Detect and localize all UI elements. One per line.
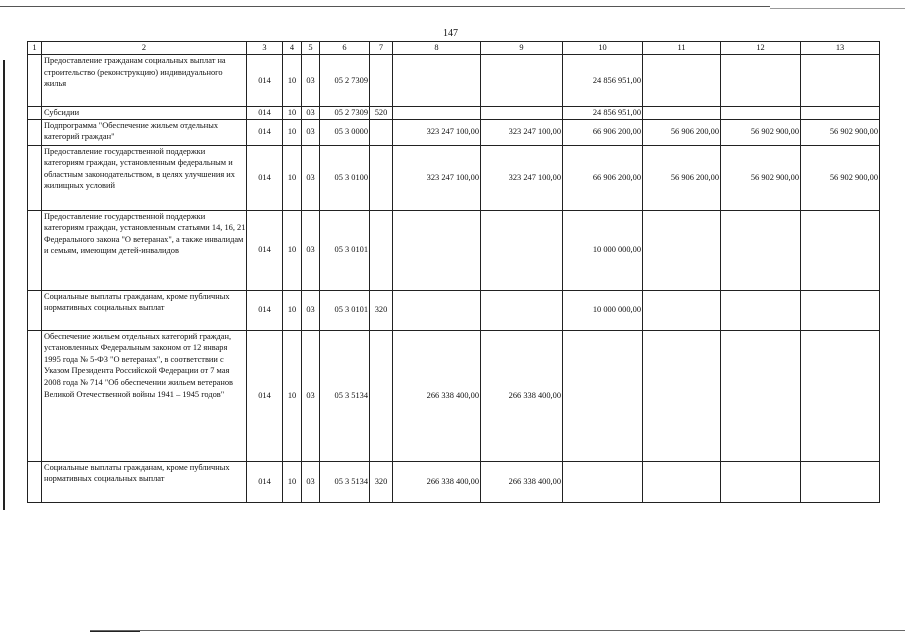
column-header: 12	[721, 42, 801, 55]
amount-cell: 266 338 400,00	[393, 461, 481, 502]
column-header: 13	[801, 42, 880, 55]
amount-cell	[481, 55, 563, 107]
scan-edge-top-right	[770, 8, 905, 9]
grbs-code-cell: 014	[247, 210, 283, 290]
row-name-cell: Подпрограмма "Обеспечение жильем отдельных категорий граждан"	[42, 119, 247, 145]
section-cell: 10	[283, 210, 302, 290]
expense-type-cell	[370, 145, 393, 210]
amount-cell: 266 338 400,00	[393, 330, 481, 461]
row-index-cell	[28, 210, 42, 290]
amount-cell: 266 338 400,00	[481, 461, 563, 502]
scan-edge-top	[0, 6, 770, 7]
table-row	[28, 119, 880, 145]
amount-cell	[643, 210, 721, 290]
row-name-cell: Обеспечение жильем отдельных категорий граждан, установленных Федеральным законом от 12 января 1995 года № 5-ФЗ "О ветеранах", в соответствии с Указом Президента Российской Федерации от 7 мая 2008 года № 714 "Об обеспечении жильем ветеранов Великой Отечественной войны 1941 – 1945 годов"	[42, 330, 247, 461]
target-article-cell: 05 3 0000	[320, 119, 370, 145]
target-article-cell: 05 2 7309	[320, 107, 370, 120]
subsection-cell: 03	[302, 290, 320, 330]
target-article-cell: 05 2 7309	[320, 55, 370, 107]
column-header: 8	[393, 42, 481, 55]
amount-cell: 56 902 900,00	[801, 145, 880, 210]
amount-cell	[721, 107, 801, 120]
amount-cell	[801, 107, 880, 120]
subsection-cell: 03	[302, 210, 320, 290]
amount-cell	[801, 330, 880, 461]
grbs-code-cell: 014	[247, 145, 283, 210]
page-number: 147	[443, 28, 458, 39]
expense-type-cell: 520	[370, 107, 393, 120]
budget-table	[27, 41, 880, 503]
subsection-cell: 03	[302, 55, 320, 107]
amount-cell	[801, 210, 880, 290]
expense-type-cell	[370, 210, 393, 290]
table-row	[28, 210, 880, 290]
amount-cell	[721, 210, 801, 290]
amount-cell	[643, 330, 721, 461]
amount-cell	[481, 290, 563, 330]
subsection-cell: 03	[302, 461, 320, 502]
row-name-cell: Предоставление гражданам социальных выплат на строительство (реконструкцию) индивидуального жилья	[42, 55, 247, 107]
amount-cell	[481, 210, 563, 290]
amount-cell: 24 856 951,00	[563, 107, 643, 120]
grbs-code-cell: 014	[247, 290, 283, 330]
row-name-cell: Субсидии	[42, 107, 247, 120]
column-header: 3	[247, 42, 283, 55]
row-index-cell	[28, 290, 42, 330]
table-row	[28, 290, 880, 330]
column-header: 1	[28, 42, 42, 55]
amount-cell: 56 906 200,00	[643, 119, 721, 145]
amount-cell	[393, 210, 481, 290]
row-name-cell: Социальные выплаты гражданам, кроме публичных нормативных социальных выплат	[42, 461, 247, 502]
scan-edge-bottom	[90, 630, 905, 631]
table-row	[28, 55, 880, 107]
target-article-cell: 05 3 0101	[320, 290, 370, 330]
section-cell: 10	[283, 461, 302, 502]
table-row	[28, 461, 880, 502]
amount-cell	[721, 290, 801, 330]
amount-cell: 66 906 200,00	[563, 145, 643, 210]
row-name-cell: Предоставление государственной поддержки категориям граждан, установленным федеральным и областным законодательством, в целях улучшения их жилищных условий	[42, 145, 247, 210]
amount-cell: 266 338 400,00	[481, 330, 563, 461]
scan-edge-left	[3, 60, 5, 510]
amount-cell	[393, 290, 481, 330]
amount-cell: 323 247 100,00	[481, 119, 563, 145]
amount-cell: 56 902 900,00	[721, 119, 801, 145]
column-header: 11	[643, 42, 721, 55]
target-article-cell: 05 3 0100	[320, 145, 370, 210]
grbs-code-cell: 014	[247, 461, 283, 502]
expense-type-cell	[370, 330, 393, 461]
amount-cell	[393, 107, 481, 120]
amount-cell	[643, 55, 721, 107]
amount-cell	[801, 55, 880, 107]
target-article-cell: 05 3 0101	[320, 210, 370, 290]
row-index-cell	[28, 461, 42, 502]
row-index-cell	[28, 145, 42, 210]
amount-cell: 56 906 200,00	[643, 145, 721, 210]
amount-cell: 24 856 951,00	[563, 55, 643, 107]
row-name-cell: Предоставление государственной поддержки категориям граждан, установленным статьями 14, 16, 21 Федерального закона "О ветеранах", а также инвалидам и семьям, имеющим детей-инвалидов	[42, 210, 247, 290]
column-header: 7	[370, 42, 393, 55]
amount-cell	[643, 290, 721, 330]
amount-cell: 56 902 900,00	[721, 145, 801, 210]
table-row	[28, 145, 880, 210]
subsection-cell: 03	[302, 330, 320, 461]
amount-cell	[721, 330, 801, 461]
target-article-cell: 05 3 5134	[320, 330, 370, 461]
row-index-cell	[28, 55, 42, 107]
amount-cell	[481, 107, 563, 120]
amount-cell: 56 902 900,00	[801, 119, 880, 145]
row-index-cell	[28, 330, 42, 461]
grbs-code-cell: 014	[247, 119, 283, 145]
expense-type-cell: 320	[370, 461, 393, 502]
section-cell: 10	[283, 145, 302, 210]
column-header: 2	[42, 42, 247, 55]
amount-cell	[393, 55, 481, 107]
amount-cell	[563, 461, 643, 502]
amount-cell	[721, 55, 801, 107]
row-index-cell	[28, 107, 42, 120]
grbs-code-cell: 014	[247, 107, 283, 120]
section-cell: 10	[283, 119, 302, 145]
amount-cell: 66 906 200,00	[563, 119, 643, 145]
target-article-cell: 05 3 5134	[320, 461, 370, 502]
subsection-cell: 03	[302, 119, 320, 145]
amount-cell	[563, 330, 643, 461]
amount-cell: 323 247 100,00	[393, 145, 481, 210]
amount-cell: 323 247 100,00	[393, 119, 481, 145]
subsection-cell: 03	[302, 145, 320, 210]
section-cell: 10	[283, 330, 302, 461]
expense-type-cell	[370, 55, 393, 107]
amount-cell: 10 000 000,00	[563, 290, 643, 330]
amount-cell	[801, 461, 880, 502]
amount-cell	[643, 461, 721, 502]
section-cell: 10	[283, 107, 302, 120]
table-row	[28, 330, 880, 461]
row-index-cell	[28, 119, 42, 145]
subsection-cell: 03	[302, 107, 320, 120]
column-header: 5	[302, 42, 320, 55]
amount-cell	[801, 290, 880, 330]
column-header: 6	[320, 42, 370, 55]
column-header: 4	[283, 42, 302, 55]
grbs-code-cell: 014	[247, 330, 283, 461]
expense-type-cell	[370, 119, 393, 145]
column-number-row	[28, 42, 880, 55]
column-header: 10	[563, 42, 643, 55]
expense-type-cell: 320	[370, 290, 393, 330]
row-name-cell: Социальные выплаты гражданам, кроме публичных нормативных социальных выплат	[42, 290, 247, 330]
amount-cell	[721, 461, 801, 502]
grbs-code-cell: 014	[247, 55, 283, 107]
amount-cell: 10 000 000,00	[563, 210, 643, 290]
section-cell: 10	[283, 55, 302, 107]
table-row	[28, 107, 880, 120]
column-header: 9	[481, 42, 563, 55]
scan-edge-bottom-mark	[90, 631, 140, 632]
section-cell: 10	[283, 290, 302, 330]
amount-cell	[643, 107, 721, 120]
amount-cell: 323 247 100,00	[481, 145, 563, 210]
